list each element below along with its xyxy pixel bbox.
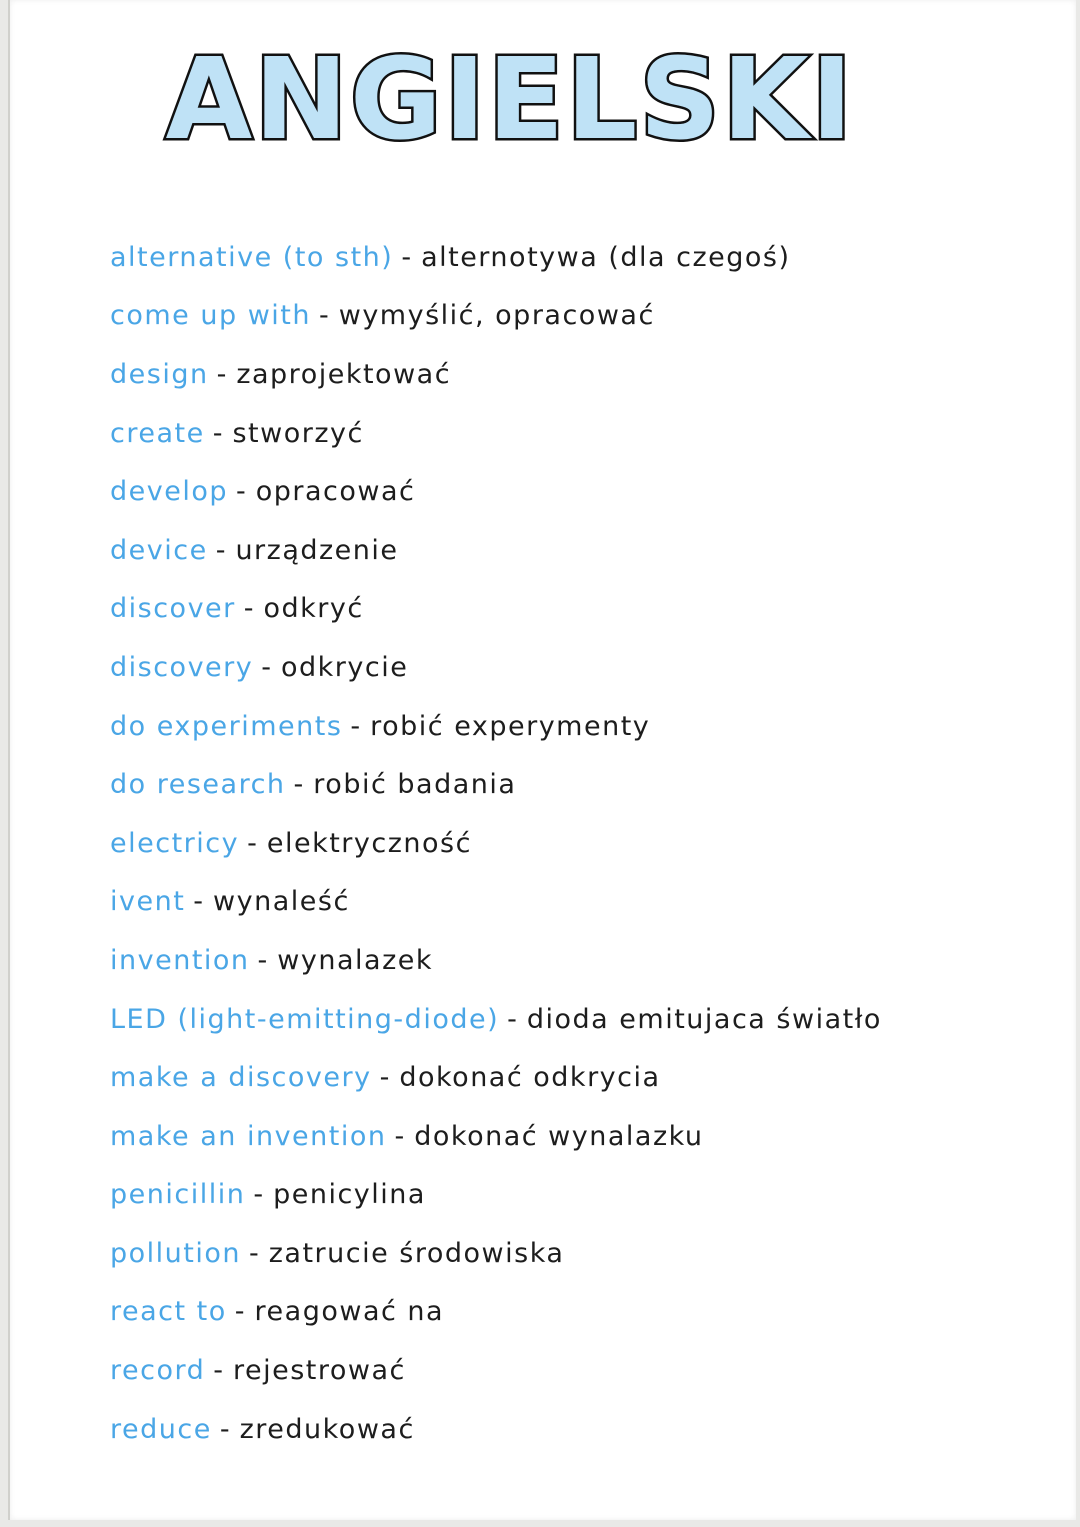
title-lettering [165, 18, 855, 168]
vocab-translation: odkrycie [281, 651, 409, 683]
vocab-entry [110, 462, 1010, 521]
vocab-entry [110, 990, 1010, 1049]
vocab-translation: reagować na [254, 1296, 445, 1328]
vocab-term: record [110, 1355, 206, 1387]
vocab-separator: - [193, 886, 204, 918]
vocab-entry [110, 1224, 1010, 1283]
vocab-entry [110, 1166, 1010, 1225]
vocab-separator: - [236, 476, 246, 508]
vocab-translation: dokonać wynalazku [414, 1120, 704, 1152]
vocab-translation: elektryczność [266, 827, 472, 859]
vocab-entry [110, 638, 1010, 697]
vocab-separator: - [394, 1120, 405, 1152]
vocab-separator: - [234, 1296, 245, 1328]
vocab-entry [110, 1283, 1010, 1342]
vocab-term: come up with [110, 300, 311, 332]
vocab-term: device [110, 534, 208, 566]
vocab-entry [110, 931, 1010, 990]
vocab-term: develop [110, 476, 228, 508]
vocab-term: discover [110, 593, 236, 625]
vocab-term: create [110, 417, 205, 449]
vocab-entry [110, 1048, 1010, 1107]
vocab-entry [110, 1107, 1010, 1166]
vocab-entry [110, 1341, 1010, 1400]
vocab-entry [110, 287, 1010, 346]
vocab-term: ivent [110, 886, 186, 918]
vocab-term: make an invention [110, 1120, 387, 1152]
vocab-separator: - [219, 1413, 230, 1445]
vocabulary-list [110, 228, 1010, 1458]
vocab-separator: - [379, 1062, 390, 1094]
vocab-term: pollution [110, 1237, 241, 1269]
vocab-entry [110, 345, 1010, 404]
vocab-term: design [110, 358, 209, 390]
vocab-translation: zredukować [239, 1413, 415, 1445]
vocab-entry [110, 521, 1010, 580]
vocab-entry [110, 873, 1010, 932]
vocab-term: do experiments [110, 710, 343, 742]
vocab-entry [110, 814, 1010, 873]
vocab-term: discovery [110, 651, 254, 683]
vocab-term: alternative (to sth) [110, 241, 394, 273]
vocab-entry [110, 1400, 1010, 1459]
vocab-term: do research [110, 769, 286, 801]
vocab-translation: robić badania [313, 769, 517, 801]
page-title [165, 18, 855, 168]
vocab-entry [110, 697, 1010, 756]
vocab-translation: wynaleść [213, 886, 350, 918]
vocab-separator: - [318, 300, 329, 332]
vocab-term: react to [110, 1296, 227, 1328]
vocab-translation: dioda emitujaca światło [526, 1003, 882, 1035]
vocab-entry [110, 755, 1010, 814]
vocab-separator: - [243, 593, 254, 625]
vocab-translation: odkryć [263, 593, 364, 625]
vocab-separator: - [213, 1355, 223, 1387]
vocab-term: LED (light-emitting-diode) [110, 1003, 500, 1035]
vocab-separator: - [401, 241, 412, 273]
vocab-separator: - [212, 417, 223, 449]
vocab-term: invention [110, 944, 250, 976]
vocab-translation: rejestrować [233, 1355, 406, 1387]
vocab-term: reduce [110, 1413, 212, 1445]
vocab-translation: penicylina [273, 1179, 426, 1211]
vocab-separator: - [216, 358, 227, 390]
vocab-separator: - [293, 769, 304, 801]
vocab-translation: robić experymenty [370, 710, 651, 742]
vocab-translation: dokonać odkrycia [399, 1062, 661, 1094]
vocab-translation: zaprojektować [236, 358, 452, 390]
vocab-translation: alternotywa (dla czegoś) [421, 241, 791, 273]
vocab-separator: - [247, 827, 257, 859]
title-text: ANGIELSKI [165, 35, 855, 165]
vocab-translation: wymyślić, opracować [338, 300, 655, 332]
vocab-entry [110, 580, 1010, 639]
vocab-term: make a discovery [110, 1062, 372, 1094]
vocab-separator: - [253, 1179, 264, 1211]
vocab-separator: - [507, 1003, 517, 1035]
vocab-translation: stworzyć [232, 417, 364, 449]
notebook-page [8, 0, 1076, 1520]
vocab-separator: - [215, 534, 226, 566]
vocab-translation: opracować [255, 476, 416, 508]
vocab-separator: - [249, 1237, 259, 1269]
vocab-term: penicillin [110, 1179, 246, 1211]
vocab-separator: - [261, 651, 271, 683]
vocab-translation: wynalazek [277, 944, 433, 976]
vocab-term: electricy [110, 827, 240, 859]
vocab-separator: - [350, 710, 361, 742]
vocab-entry [110, 228, 1010, 287]
vocab-separator: - [257, 944, 268, 976]
vocab-entry [110, 404, 1010, 463]
vocab-translation: urządzenie [235, 534, 399, 566]
vocab-translation: zatrucie środowiska [268, 1237, 565, 1269]
